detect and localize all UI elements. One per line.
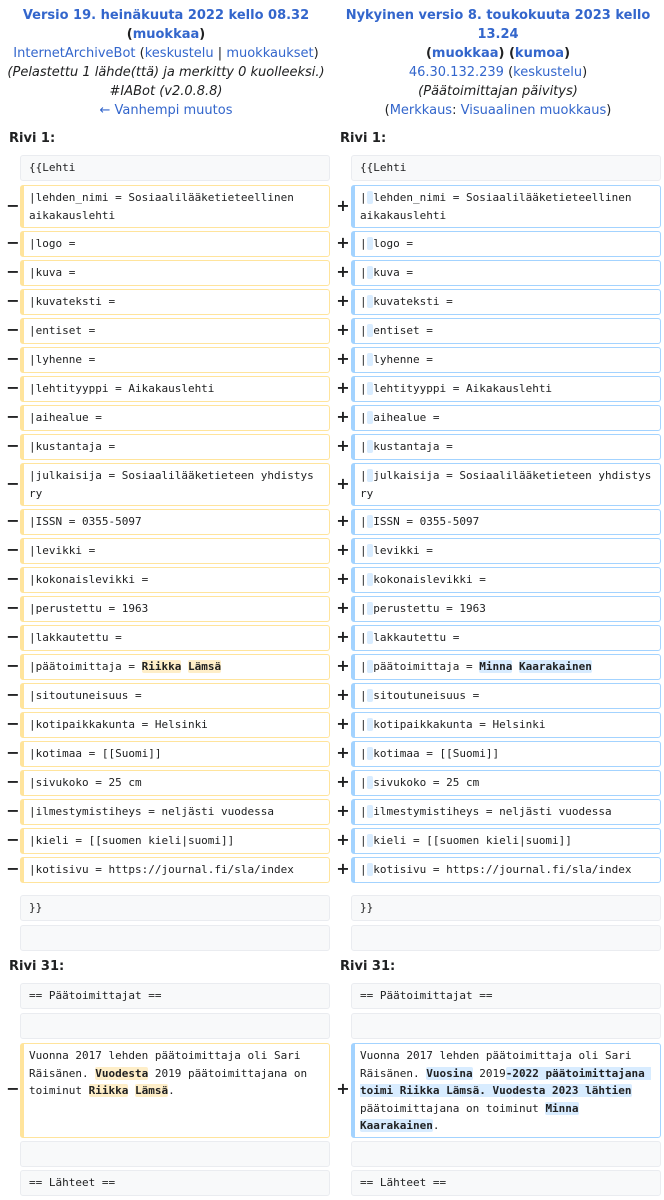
added-line: | kokonaislevikki = bbox=[351, 567, 661, 593]
old-revision-header: Versio 19. heinäkuuta 2022 kello 08.32 (muokkaa) InternetArchiveBot (keskustelu | muokkaukset) (Pelastettu 1 lähde(ttä) ja merkitty 0 kuolleeksi.) #IABot (v2.0.8.8) ← Vanhempi muutos bbox=[0, 0, 332, 120]
deleted-line: |logo = bbox=[20, 231, 330, 257]
deleted-paragraph: Vuonna 2017 lehden päätoimittaja oli Sari Räisänen. Vuodesta 2019 päätoimittajana on toiminut Riikka Lämsä. bbox=[20, 1043, 330, 1138]
added-line: | sivukoko = 25 cm bbox=[351, 770, 661, 796]
deleted-line: |sitoutuneisuus = bbox=[20, 683, 330, 709]
added-line-marker: + bbox=[336, 1079, 350, 1098]
deleted-line-marker: − bbox=[6, 772, 20, 791]
added-line-marker: + bbox=[336, 349, 350, 368]
current-revision-undo-link[interactable]: kumoa bbox=[514, 46, 565, 61]
added-line: | lakkautettu = bbox=[351, 625, 661, 651]
context-line-left: == Lähteet == bbox=[20, 1170, 330, 1196]
deleted-line-marker: − bbox=[6, 233, 20, 252]
current-revision-edit-link[interactable]: muokkaa bbox=[431, 46, 499, 61]
old-revision-contribs-link[interactable]: muokkaukset bbox=[226, 46, 314, 61]
deleted-line-marker: − bbox=[6, 743, 20, 762]
deleted-line: |kotimaa = [[Suomi]] bbox=[20, 741, 330, 767]
deleted-line: |levikki = bbox=[20, 538, 330, 564]
added-space bbox=[367, 718, 374, 731]
deleted-line-marker: − bbox=[6, 830, 20, 849]
added-line-marker: + bbox=[336, 262, 350, 281]
added-space bbox=[367, 689, 374, 702]
old-revision-user-link[interactable]: InternetArchiveBot bbox=[13, 46, 136, 61]
added-space bbox=[367, 353, 374, 366]
added-word: Minna bbox=[479, 660, 513, 673]
added-space bbox=[367, 834, 374, 847]
deleted-line-marker: − bbox=[6, 436, 20, 455]
added-line-marker: + bbox=[336, 598, 350, 617]
deleted-line: |entiset = bbox=[20, 318, 330, 344]
deleted-word: Lämsä bbox=[187, 660, 222, 673]
deleted-word: Vuodesta bbox=[95, 1066, 149, 1080]
deleted-line-marker: − bbox=[6, 859, 20, 878]
deleted-line-marker: − bbox=[6, 627, 20, 646]
added-line-marker: + bbox=[336, 801, 350, 820]
deleted-line: |lyhenne = bbox=[20, 347, 330, 373]
deleted-line: |ilmestymistiheys = neljästi vuodessa bbox=[20, 799, 330, 825]
added-space bbox=[367, 747, 374, 760]
added-word: Kaarakainen bbox=[360, 1119, 433, 1132]
added-space bbox=[367, 660, 374, 673]
deleted-line-marker: − bbox=[6, 1079, 20, 1098]
context-line-right: == Lähteet == bbox=[351, 1170, 661, 1196]
deleted-line-marker: − bbox=[6, 378, 20, 397]
context-line-left: }} bbox=[20, 895, 330, 921]
added-word: Minna bbox=[545, 1101, 579, 1115]
empty-context-line-right bbox=[351, 1013, 661, 1039]
added-line-marker: + bbox=[336, 714, 350, 733]
empty-context-line-left bbox=[20, 925, 330, 951]
deleted-line: |ISSN = 0355-5097 bbox=[20, 509, 330, 535]
deleted-line-marker: − bbox=[6, 540, 20, 559]
added-space bbox=[367, 440, 374, 453]
deleted-line: |kuva = bbox=[20, 260, 330, 286]
deleted-line-marker: − bbox=[6, 407, 20, 426]
deleted-line: |kokonaislevikki = bbox=[20, 567, 330, 593]
current-revision-talk-link[interactable]: keskustelu bbox=[513, 65, 583, 80]
added-line: | kuvateksti = bbox=[351, 289, 661, 315]
added-space bbox=[367, 805, 374, 818]
deleted-line-marker: − bbox=[6, 714, 20, 733]
current-revision-header: Nykyinen versio 8. toukokuuta 2023 kello 13.24 (muokkaa) (kumoa) 46.30.132.239 (keskustelu) (Päätoimittajan päivitys) (Merkkaus: Visuaalinen muokkaus) bbox=[332, 0, 664, 120]
added-space bbox=[367, 602, 374, 615]
current-revision-title-link[interactable]: Nykyinen versio 8. toukokuuta 2023 kello 13.24 bbox=[345, 8, 651, 42]
deleted-line: |julkaisija = Sosiaalilääketieteen yhdistys ry bbox=[20, 463, 330, 506]
deleted-line: |lehtityyppi = Aikakauslehti bbox=[20, 376, 330, 402]
tags-link[interactable]: Merkkaus bbox=[389, 103, 453, 118]
deleted-line-marker: − bbox=[6, 196, 20, 215]
deleted-line-marker: − bbox=[6, 474, 20, 493]
added-line-marker: + bbox=[336, 772, 350, 791]
added-line-marker: + bbox=[336, 378, 350, 397]
deleted-word: Riikka bbox=[88, 1084, 129, 1097]
empty-context-line-right bbox=[351, 925, 661, 951]
deleted-line-marker: − bbox=[6, 598, 20, 617]
added-line-marker: + bbox=[336, 511, 350, 530]
older-edit-link[interactable]: ← Vanhempi muutos bbox=[99, 103, 233, 118]
current-revision-user-link[interactable]: 46.30.132.239 bbox=[408, 65, 504, 80]
added-line-marker: + bbox=[336, 656, 350, 675]
added-line-marker: + bbox=[336, 830, 350, 849]
added-line: | kuva = bbox=[351, 260, 661, 286]
added-line-marker: + bbox=[336, 233, 350, 252]
added-paragraph: Vuonna 2017 lehden päätoimittaja oli Sari Räisänen. Vuosina 2019-2022 päätoimittajana toimi Riikka Lämsä. Vuodesta 2023 lähtien päätoimittajana on toiminut Minna Kaarakainen. bbox=[351, 1043, 661, 1138]
added-line: | aihealue = bbox=[351, 405, 661, 431]
deleted-line: |kieli = [[suomen kieli|suomi]] bbox=[20, 828, 330, 854]
added-space bbox=[367, 863, 374, 876]
deleted-word: Riikka bbox=[141, 660, 182, 673]
old-revision-title-link[interactable]: Versio 19. heinäkuuta 2022 kello 08.32 bbox=[22, 8, 310, 23]
deleted-line-marker: − bbox=[6, 511, 20, 530]
context-line-right: }} bbox=[351, 895, 661, 921]
added-line: | logo = bbox=[351, 231, 661, 257]
added-space bbox=[367, 776, 374, 789]
deleted-line-marker: − bbox=[6, 291, 20, 310]
deleted-line-marker: − bbox=[6, 262, 20, 281]
deleted-line: |kotisivu = https://journal.fi/sla/index bbox=[20, 857, 330, 883]
added-line-marker: + bbox=[336, 627, 350, 646]
line-number-left: Rivi 1: bbox=[9, 131, 56, 146]
added-line-marker: + bbox=[336, 569, 350, 588]
old-revision-tag: #IABot (v2.0.8.8) bbox=[109, 84, 223, 99]
added-word: Kaarakainen bbox=[518, 660, 592, 673]
added-space bbox=[367, 469, 374, 482]
deleted-line-marker: − bbox=[6, 320, 20, 339]
added-line: | levikki = bbox=[351, 538, 661, 564]
added-line-marker: + bbox=[336, 540, 350, 559]
added-line: | perustettu = 1963 bbox=[351, 596, 661, 622]
added-line: | päätoimittaja = Minna Kaarakainen bbox=[351, 654, 661, 680]
deleted-line: |kuvateksti = bbox=[20, 289, 330, 315]
empty-context-line-right bbox=[351, 1141, 661, 1167]
added-line: | entiset = bbox=[351, 318, 661, 344]
empty-context-line-left bbox=[20, 1013, 330, 1039]
context-line-right: {{Lehti bbox=[351, 155, 661, 181]
added-line-marker: + bbox=[336, 685, 350, 704]
old-revision-edit-link[interactable]: muokkaa bbox=[132, 27, 200, 42]
current-revision-summary: (Päätoimittajan päivitys) bbox=[418, 84, 578, 99]
added-space bbox=[367, 411, 374, 424]
added-space bbox=[367, 573, 374, 586]
added-line-marker: + bbox=[336, 196, 350, 215]
added-line-marker: + bbox=[336, 743, 350, 762]
added-line: | kotisivu = https://journal.fi/sla/index bbox=[351, 857, 661, 883]
added-line-marker: + bbox=[336, 320, 350, 339]
added-line-marker: + bbox=[336, 474, 350, 493]
added-space bbox=[367, 295, 374, 308]
added-space bbox=[367, 266, 374, 279]
deleted-line: |kotipaikkakunta = Helsinki bbox=[20, 712, 330, 738]
deleted-line: |lehden_nimi = Sosiaalilääketieteellinen aikakauslehti bbox=[20, 185, 330, 228]
deleted-line-marker: − bbox=[6, 656, 20, 675]
added-space bbox=[367, 544, 374, 557]
visual-edit-tag-link[interactable]: Visuaalinen muokkaus bbox=[460, 103, 607, 118]
deleted-line: |lakkautettu = bbox=[20, 625, 330, 651]
deleted-line: |perustettu = 1963 bbox=[20, 596, 330, 622]
added-line: | sitoutuneisuus = bbox=[351, 683, 661, 709]
added-line: | julkaisija = Sosiaalilääketieteen yhdistys ry bbox=[351, 463, 661, 506]
deleted-line: |kustantaja = bbox=[20, 434, 330, 460]
added-line: | ilmestymistiheys = neljästi vuodessa bbox=[351, 799, 661, 825]
added-line: | ISSN = 0355-5097 bbox=[351, 509, 661, 535]
deleted-line-marker: − bbox=[6, 685, 20, 704]
old-revision-summary: (Pelastettu 1 lähde(ttä) ja merkitty 0 kuolleeksi.) bbox=[7, 65, 325, 80]
deleted-line: |sivukoko = 25 cm bbox=[20, 770, 330, 796]
added-line-marker: + bbox=[336, 291, 350, 310]
added-line-marker: + bbox=[336, 436, 350, 455]
added-line: | kotipaikkakunta = Helsinki bbox=[351, 712, 661, 738]
empty-context-line-left bbox=[20, 1141, 330, 1167]
added-space bbox=[367, 382, 374, 395]
deleted-line-marker: − bbox=[6, 349, 20, 368]
old-revision-talk-link[interactable]: keskustelu bbox=[144, 46, 214, 61]
deleted-word: Lämsä bbox=[134, 1084, 169, 1097]
context-line-left: {{Lehti bbox=[20, 155, 330, 181]
line-number-left: Rivi 31: bbox=[9, 959, 65, 974]
added-line: | lehden_nimi = Sosiaalilääketieteellinen aikakauslehti bbox=[351, 185, 661, 228]
added-word: -2022 päätoimittajana toimi Riikka Lämsä. Vuodesta 2023 lähtien bbox=[360, 1066, 652, 1097]
context-line-right: == Päätoimittajat == bbox=[351, 983, 661, 1009]
deleted-line: |päätoimittaja = Riikka Lämsä bbox=[20, 654, 330, 680]
added-line: | kotimaa = [[Suomi]] bbox=[351, 741, 661, 767]
added-line: | kustantaja = bbox=[351, 434, 661, 460]
deleted-line: |aihealue = bbox=[20, 405, 330, 431]
added-space bbox=[367, 631, 374, 644]
added-space bbox=[367, 237, 374, 250]
added-line: | lehtityyppi = Aikakauslehti bbox=[351, 376, 661, 402]
deleted-line-marker: − bbox=[6, 801, 20, 820]
added-line-marker: + bbox=[336, 407, 350, 426]
line-number-right: Rivi 1: bbox=[340, 131, 387, 146]
line-number-right: Rivi 31: bbox=[340, 959, 396, 974]
context-line-left: == Päätoimittajat == bbox=[20, 983, 330, 1009]
added-space bbox=[367, 324, 374, 337]
added-line: | kieli = [[suomen kieli|suomi]] bbox=[351, 828, 661, 854]
added-word: Vuosina bbox=[426, 1066, 473, 1080]
added-line: | lyhenne = bbox=[351, 347, 661, 373]
added-space bbox=[367, 191, 374, 204]
deleted-line-marker: − bbox=[6, 569, 20, 588]
added-line-marker: + bbox=[336, 859, 350, 878]
added-space bbox=[367, 515, 374, 528]
